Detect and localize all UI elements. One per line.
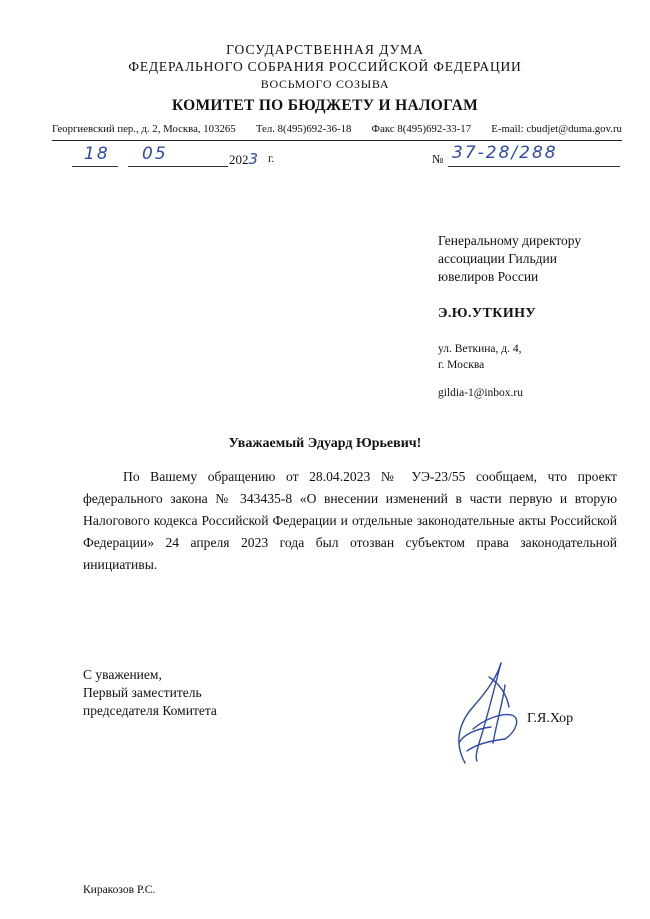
phone-number: Тел. 8(495)692-36-18 [255,123,352,135]
letter-body: По Вашему обращению от 28.04.2023 № УЭ-23/55 сообщаем, что проект федерального закона № 343435-8 «О внесении изменений в части первую и вторую Налогового кодекса Российской Федерации и отдельные законодательные акты Российской Федерации» 24 апреля 2023 года был отозван субъектом права законодательной инициативы. [83,469,617,572]
header-divider [52,140,622,141]
committee-name: КОМИТЕТ ПО БЮДЖЕТУ И НАЛОГАМ [171,97,479,114]
letter-greeting: Уважаемый Эдуард Юрьевич! [228,436,422,451]
recipient-email: gildia-1@inbox.ru [438,387,524,399]
letterhead-subtitle: ФЕДЕРАЛЬНОГО СОБРАНИЯ РОССИЙСКОЙ ФЕДЕРАЦИИ [128,59,522,74]
signer-position-cont: председателя Комитета [83,703,217,718]
date-day: 18 [84,144,110,164]
recipient-organization: ассоциации Гильдии [438,251,557,266]
signer-name: Г.Я.Хор [527,711,574,726]
recipient-block [438,232,638,286]
executor-name: Киракозов Р.С. [83,884,156,896]
date-month-field [128,146,228,167]
handwritten-signature [445,655,535,770]
recipient-organization-cont: ювелиров России [438,269,539,284]
recipient-name: Э.Ю.УТКИНУ [438,306,537,321]
contact-line [52,123,622,135]
recipient-position: Генеральному директору [438,233,582,248]
email-address: E-mail: cbudjet@duma.gov.ru [491,123,622,135]
closing-block [83,666,217,720]
number-sign: № [432,152,444,166]
fax-number: Факс 8(495)692-33-17 [371,123,472,135]
date-year-suffix: г. [268,153,275,165]
recipient-address [438,341,522,373]
recipient-city: г. Москва [438,359,485,371]
closing-phrase: С уважением, [83,667,162,682]
reg-number-field [448,143,620,167]
date-year: 2023 [229,150,259,168]
postal-address: Георгиевский пер., д. 2, Москва, 103265 [52,123,236,135]
reg-number: 37-28/288 [452,143,558,163]
letterhead-convocation: ВОСЬМОГО СОЗЫВА [260,77,390,91]
date-month: 05 [142,144,168,164]
recipient-street: ул. Веткина, д. 4, [438,343,522,355]
letterhead-title: ГОСУДАРСТВЕННАЯ ДУМА [226,42,424,57]
signer-position: Первый заместитель [83,685,202,700]
date-day-field [72,146,118,167]
